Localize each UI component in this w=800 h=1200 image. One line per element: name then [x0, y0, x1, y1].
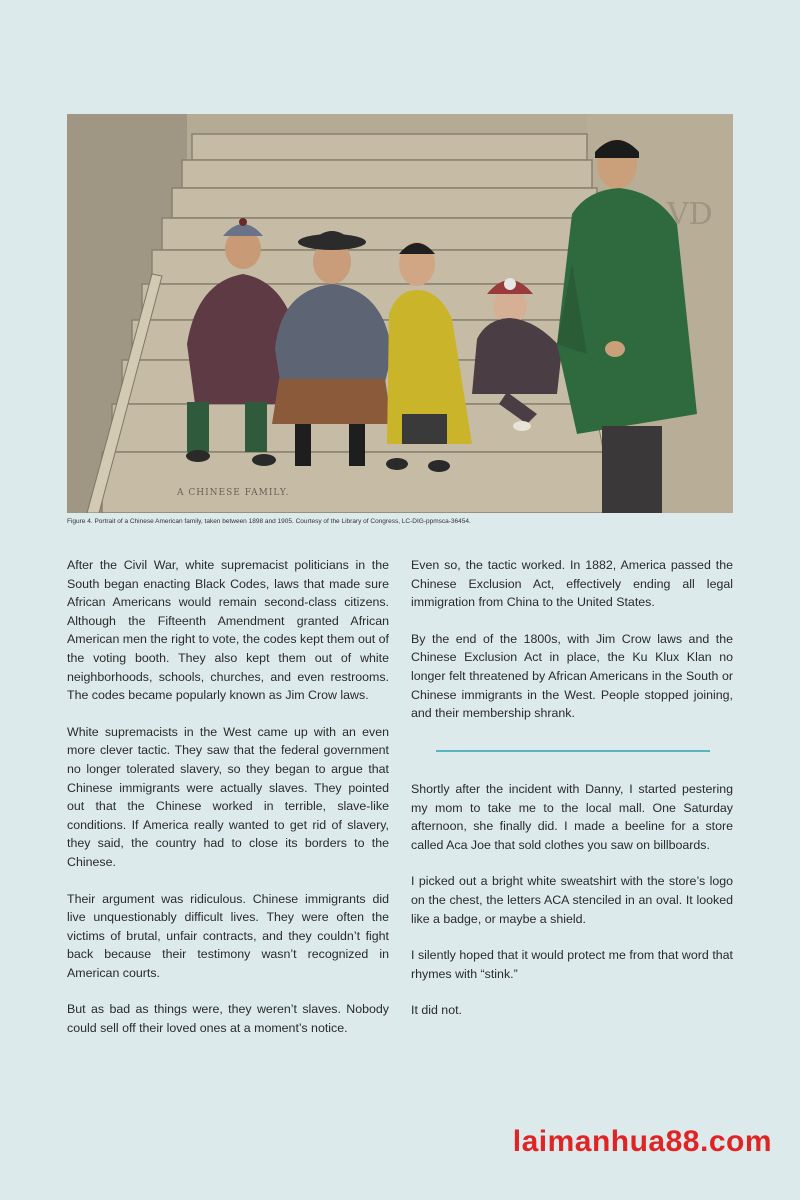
paragraph: It did not. — [411, 1003, 462, 1018]
family-photograph — [67, 114, 733, 513]
photo-stamp-text: A CHINESE FAMILY. — [177, 488, 290, 498]
right-column-bottom — [411, 780, 733, 1038]
photo-illustration — [67, 114, 733, 513]
figure-caption: Figure 4. Portrait of a Chinese American family, taken between 1898 and 1905. Courtesy of the Library of Congress, LC-DIG-ppmsca-36454. — [67, 518, 471, 525]
watermark-link[interactable]: laimanhua88.com — [512, 1125, 772, 1158]
right-column-top — [411, 556, 733, 741]
paragraph: By the end of the 1800s, with Jim Crow laws and the Chinese Exclusion Act in place, the Ku Klux Klan no longer felt threatened by African Americans in the South or Chinese immigrants in the West. People stopped joining, and their membership shrank. — [411, 631, 733, 721]
paragraph: I silently hoped that it would protect me from that word that rhymes with “stink.” — [411, 948, 733, 981]
paragraph: Their argument was ridiculous. Chinese immigrants did live unquestionably difficult lives. They were often the victims of brutal, unfair contracts, and they couldn’t fight back because their testimony wasn’t recognized in American courts. — [67, 891, 389, 980]
section-divider — [436, 750, 710, 752]
paragraph: Shortly after the incident with Danny, I started pestering my mom to take me to the local mall. One Saturday afternoon, she finally did. I made a beeline for a store called Aca Joe that sold clothes you saw on billboards. — [411, 782, 733, 852]
paragraph: Even so, the tactic worked. In 1882, America passed the Chinese Exclusion Act, effectively ending all legal immigration from China to the United States. — [411, 558, 733, 610]
paragraph: I picked out a bright white sweatshirt with the store’s logo on the chest, the letters ACA stenciled in an oval. It looked like a badge, or maybe a shield. — [411, 874, 733, 926]
paragraph: After the Civil War, white supremacist politicians in the South began enacting Black Codes, laws that made sure African Americans would remain second-class citizens. Although the Fifteenth Amendment granted African American men the right to vote, the codes kept them out of the voting booth. They also kept them out of white neighborhoods, schools, churches, and even restrooms. The codes became popularly known as Jim Crow laws. — [67, 558, 389, 703]
paragraph: White supremacists in the West came up with an even more clever tactic. They saw that the federal government no longer tolerated slavery, so they began to argue that Chinese immigrants were actually slaves. They pointed out that the Chinese worked in terrible, slave-like conditions. If America really wanted to get rid of slavery, they said, the country had to close its borders to the Chinese. — [67, 724, 389, 869]
paragraph: But as bad as things were, they weren’t slaves. Nobody could sell off their loved ones at a moment’s notice. — [67, 1002, 389, 1036]
svg-text:VD: VD — [667, 197, 713, 232]
left-column — [67, 556, 389, 1056]
